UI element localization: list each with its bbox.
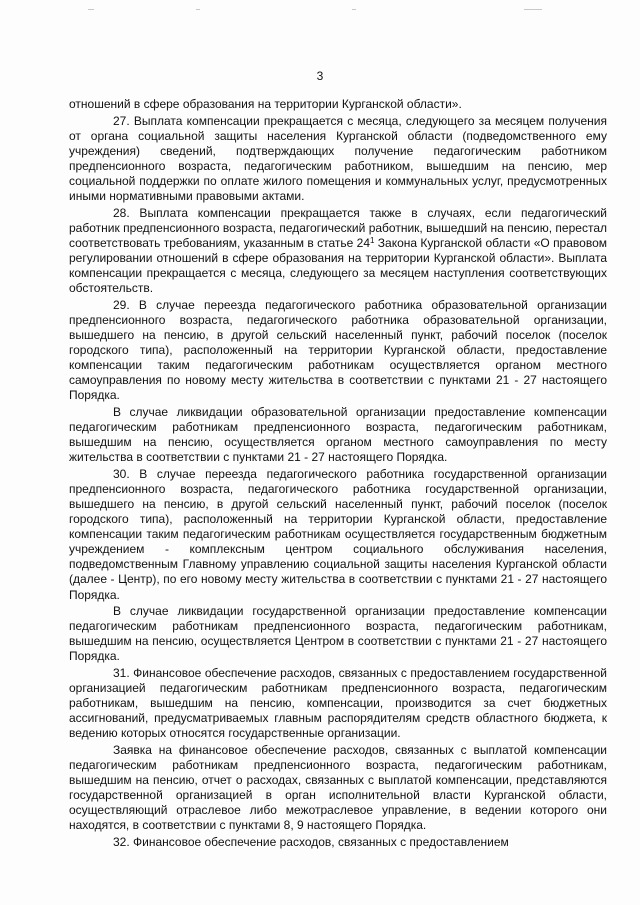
paragraph-29-liquidation: В случае ликвидации образовательной организации предоставление компенсации педагогическим работникам предпенсионного возраста, педагогическим работникам, вышедшим на пенсию, осуществляется органом местного самоуправления по месту жительства в соответствии с пунктами 21 - 27 настоящего Порядка. xyxy=(69,404,607,465)
paragraph-28-text-after: Закона Курганской области «О правовом регулировании отношений в сфере образования на территории Курганской области». Выплата компенсации прекращается с месяца, следующего за месяцем наступления соответствующих обстоятельств. xyxy=(69,235,607,296)
document-body xyxy=(69,97,607,850)
paragraph-continuation: отношений в сфере образования на территории Курганской области». xyxy=(69,97,462,111)
paragraph-29: 29. В случае переезда педагогического работника образовательной организации предпенсионного возраста, педагогического работника образовательной организации, вышедшего на пенсию, в другой сельский населенный пункт, рабочий поселок (поселок городского типа), расположенный на территории Курганской области, предоставление компенсации таким педагогическим работникам осуществляется органом местного самоуправления по новому месту жительства в соответствии с пунктами 21 - 27 настоящего Порядка. xyxy=(69,297,607,403)
paragraph-32: 32. Финансовое обеспечение расходов, связанных с предоставлением xyxy=(113,835,509,849)
scan-artifact xyxy=(196,9,200,10)
paragraph-31-request: Заявка на финансовое обеспечение расходов, связанных с выплатой компенсации педагогическим работникам предпенсионного возраста, педагогическим работникам, вышедшим на пенсию, отчет о расходах, связанных с выплатой компенсации, представляются государственной организацией в орган исполнительной власти Курганской области, осуществляющий отраслевое либо межотраслевое управление, в ведении которого они находятся, в соответствии с пунктами 8, 9 настоящего Порядка. xyxy=(69,742,607,833)
scan-artifact xyxy=(88,9,94,10)
paragraph-27: 27. Выплата компенсации прекращается с месяца, следующего за месяцем получения от органа социальной защиты населения Курганской области (подведомственного ему учреждения) сведений, подтверждающих получение педагогическим работником предпенсионного возраста, педагогическим работником, вышедшим на пенсию, мер социальной поддержки по оплате жилого помещения и коммунальных услуг, предусмотренных иными нормативными правовыми актами. xyxy=(69,113,607,204)
scan-artifact xyxy=(524,9,542,10)
paragraph-28-text-before: 28. Выплата компенсации прекращается также в случаях, если педагогический работник предпенсионного возраста, педагогический работник, вышедший на пенсию, перестал соответствовать требованиям, указанным в статье 24 xyxy=(69,205,607,250)
page-number: 3 xyxy=(316,69,324,83)
paragraph-28 xyxy=(69,206,607,297)
paragraph-30-liquidation: В случае ликвидации государственной организации предоставление компенсации педагогическим работникам предпенсионного возраста, педагогическим работникам, вышедшим на пенсию, осуществляется Центром в соответствии с пунктами 21 - 27 настоящего Порядка. xyxy=(69,604,607,664)
paragraph-31: 31. Финансовое обеспечение расходов, связанных с предоставлением государственной организацией педагогическим работникам предпенсионного возраста, педагогическим работникам, вышедшим на пенсию, компенсации, производится за счет бюджетных ассигнований, предусматриваемых главным распорядителям средств областного бюджета, к ведению которых относятся государственные организации. xyxy=(69,665,607,741)
article-superscript: 1 xyxy=(370,235,375,245)
paragraph-30: 30. В случае переезда педагогического работника государственной организации предпенсионного возраста, педагогического работника государственной организации, вышедшего на пенсию, в другой сельский населенный пункт, рабочий поселок (поселок городского типа), расположенный на территории Курганской области, предоставление компенсации таким педагогическим работникам осуществляется государственным бюджетным учреждением - комплексным центром социального обслуживания населения, подведомственным Главному управлению социальной защиты населения Курганской области (далее - Центр), по его новому месту жительства в соответствии с пунктами 21 - 27 настоящего Порядка. xyxy=(69,466,607,602)
scan-artifact xyxy=(352,9,356,10)
